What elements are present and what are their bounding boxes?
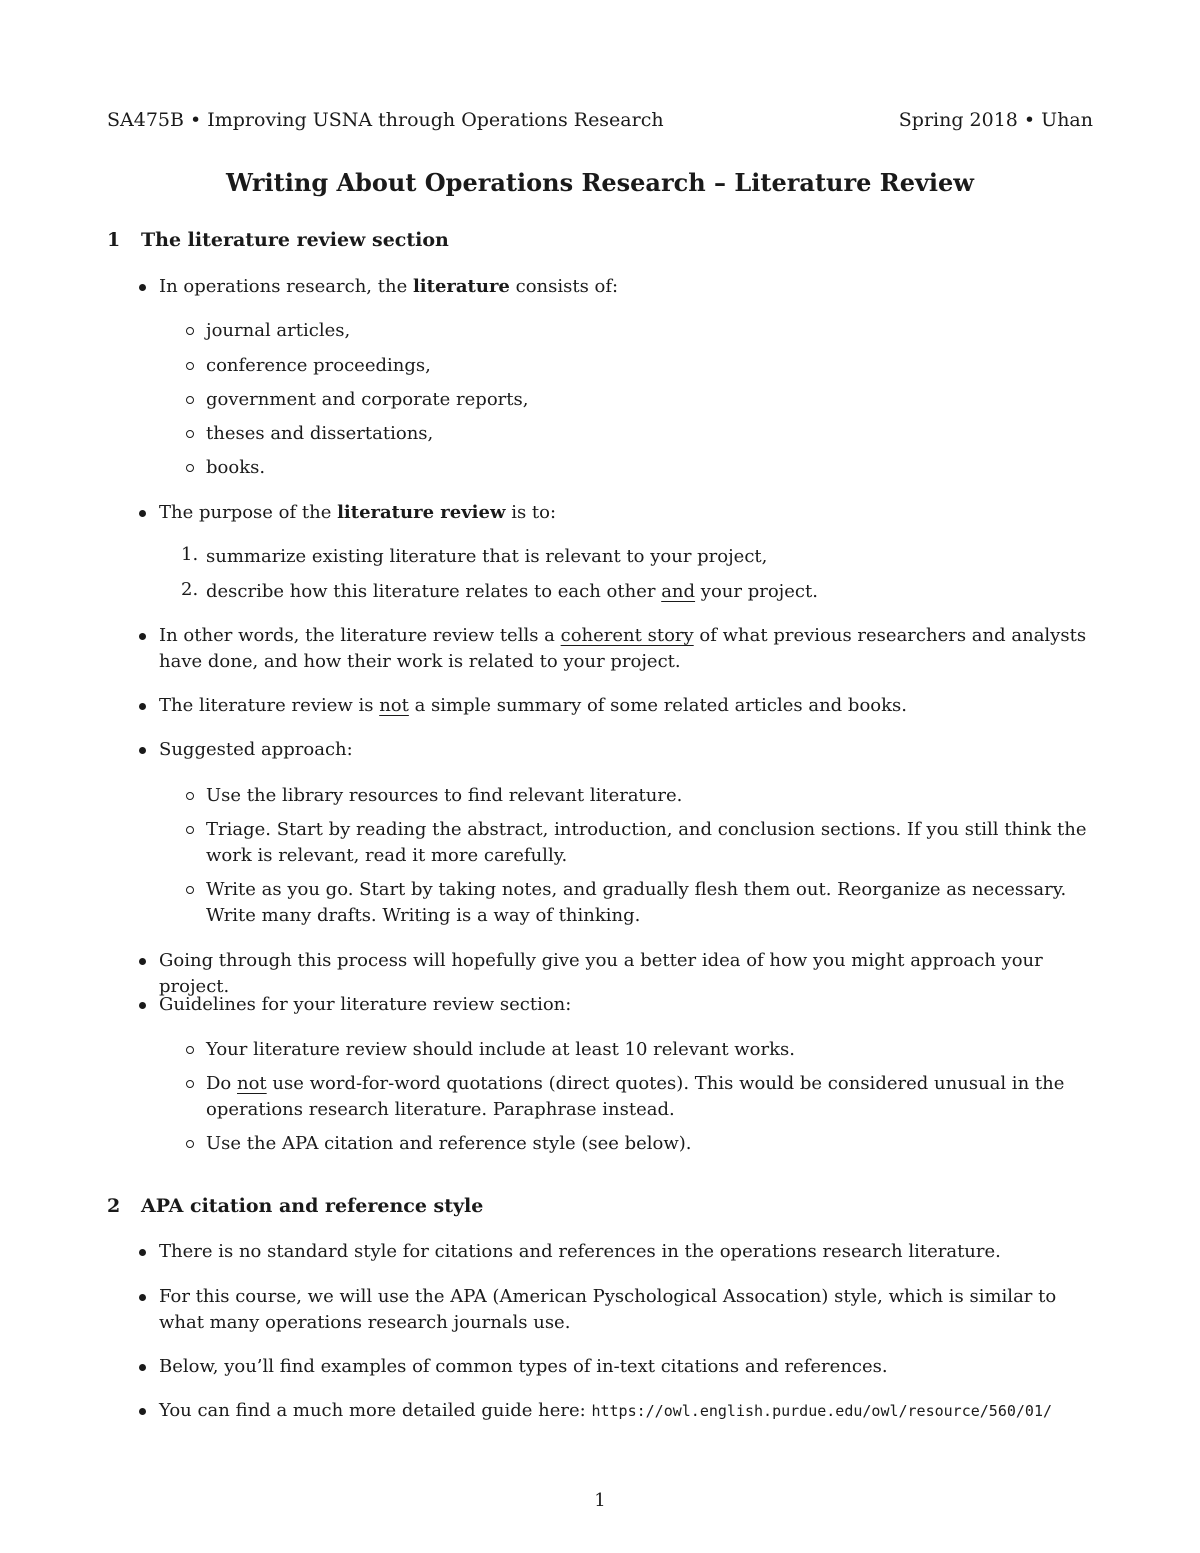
sub-list-item: Use the APA citation and reference style (see below).	[206, 1133, 692, 1154]
sub-list-item: journal articles,	[206, 320, 351, 341]
section-title: The literature review section	[141, 229, 449, 251]
sub-list-item: government and corporate reports,	[206, 389, 529, 410]
section-title: APA citation and reference style	[141, 1195, 484, 1217]
page-number: 1	[594, 1490, 606, 1511]
list-item: Below, you’ll find examples of common types of in-text citations and references.	[159, 1356, 888, 1377]
bullet-icon	[137, 284, 147, 294]
circle-bullet-icon	[185, 464, 195, 474]
sub-list-item: Write as you go. Start by taking notes, and gradually flesh them out. Reorganize as necessary. Write many drafts. Writing is a way of thinking.	[206, 879, 1067, 926]
bullet-icon	[137, 510, 147, 520]
bullet-icon	[137, 1002, 147, 1012]
list-item: The purpose of the literature review is to:	[159, 502, 557, 523]
header-term: Spring 2018 • Uhan	[898, 109, 1093, 131]
guide-link[interactable]: https://owl.english.purdue.edu/owl/resource/560/01/	[591, 1402, 1053, 1420]
number-marker: 1.	[181, 544, 199, 565]
numbered-item: describe how this literature relates to each other and your project.	[206, 581, 818, 602]
sub-list-item: books.	[206, 457, 266, 478]
header-course: SA475B • Improving USNA through Operations Research	[107, 109, 664, 131]
list-item: Suggested approach:	[159, 739, 353, 760]
bullet-icon	[137, 958, 147, 968]
list-item: There is no standard style for citations and references in the operations research literature.	[159, 1241, 1001, 1262]
list-item: You can find a much more detailed guide here: https://owl.english.purdue.edu/owl/resource/560/01/	[159, 1400, 1053, 1421]
sub-list-item: conference proceedings,	[206, 355, 431, 376]
circle-bullet-icon	[185, 396, 195, 406]
sub-list-item: Do not use word-for-word quotations (direct quotes). This would be considered unusual in the operations research literature. Paraphrase instead.	[206, 1073, 1065, 1120]
sub-list-item: theses and dissertations,	[206, 423, 434, 444]
circle-bullet-icon	[185, 1080, 195, 1090]
circle-bullet-icon	[185, 327, 195, 337]
sub-list-item: Your literature review should include at least 10 relevant works.	[206, 1039, 795, 1060]
bullet-icon	[137, 633, 147, 643]
bullet-icon	[137, 703, 147, 713]
bullet-icon	[137, 1294, 147, 1304]
circle-bullet-icon	[185, 1140, 195, 1150]
circle-bullet-icon	[185, 430, 195, 440]
bullet-icon	[137, 1364, 147, 1374]
section-number: 1	[107, 229, 121, 251]
number-marker: 2.	[181, 579, 199, 600]
page-title: Writing About Operations Research – Literature Review	[226, 168, 974, 197]
circle-bullet-icon	[185, 362, 195, 372]
section-2-heading	[107, 1195, 483, 1217]
numbered-item: summarize existing literature that is relevant to your project,	[206, 546, 768, 567]
sub-list-item: Triage. Start by reading the abstract, introduction, and conclusion sections. If you still think the work is relevant, read it more carefully.	[206, 819, 1087, 866]
circle-bullet-icon	[185, 826, 195, 836]
list-item: For this course, we will use the APA (American Pyschological Assocation) style, which is similar to what many operations research journals use.	[159, 1286, 1057, 1333]
circle-bullet-icon	[185, 1046, 195, 1056]
circle-bullet-icon	[185, 792, 195, 802]
section-1-heading	[107, 229, 449, 251]
list-item: In operations research, the literature consists of:	[159, 276, 619, 297]
list-item: The literature review is not a simple summary of some related articles and books.	[159, 695, 907, 716]
running-header	[107, 109, 1093, 131]
bullet-icon	[137, 1249, 147, 1259]
list-item: Guidelines for your literature review section:	[159, 994, 572, 1015]
list-item: Going through this process will hopefully give you a better idea of how you might approach your project.	[159, 950, 1043, 997]
list-item: In other words, the literature review tells a coherent story of what previous researchers and analysts have done, and how their work is related to your project.	[159, 625, 1087, 672]
circle-bullet-icon	[185, 886, 195, 896]
section-number: 2	[107, 1195, 121, 1217]
bullet-icon	[137, 1408, 147, 1418]
sub-list-item: Use the library resources to find relevant literature.	[206, 785, 683, 806]
bullet-icon	[137, 747, 147, 757]
